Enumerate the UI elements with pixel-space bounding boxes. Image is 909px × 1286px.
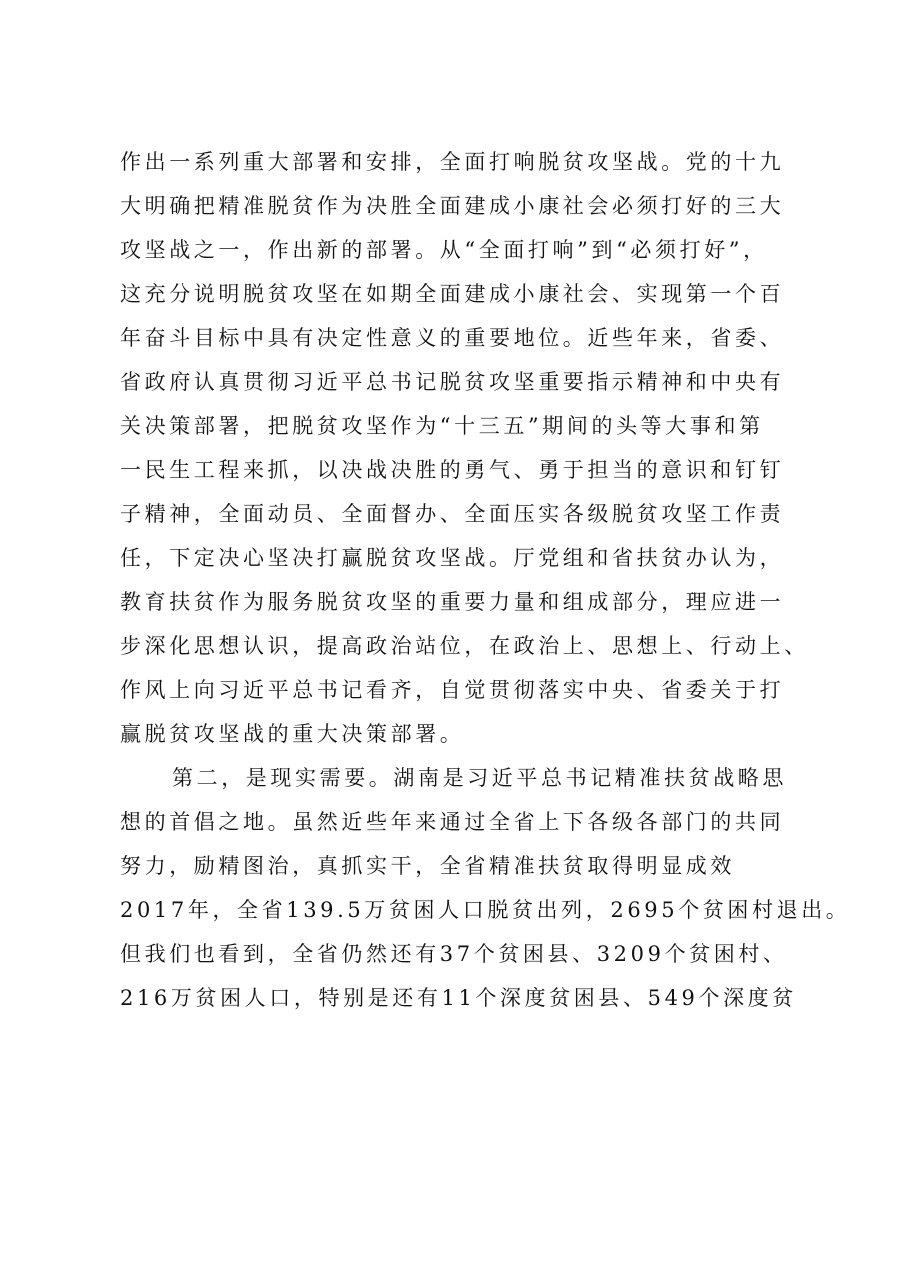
text-line: 这充分说明脱贫攻坚在如期全面建成小康社会、实现第一个百	[120, 282, 785, 306]
text-line: 关决策部署，把脱贫攻坚作为“十三五”期间的头等大事和第	[120, 414, 764, 438]
text-line: 作风上向习近平总书记看齐，自觉贯彻落实中央、省委关于打	[120, 678, 785, 702]
text-line: 2017年，全省139.5万贫困人口脱贫出列，2695个贫困村退出。	[120, 898, 851, 922]
body-text	[120, 140, 851, 1020]
text-line: 年奋斗目标中具有决定性意义的重要地位。近些年来，省委、	[120, 326, 785, 350]
text-line: 大明确把精准脱贫作为决胜全面建成小康社会必须打好的三大	[120, 194, 785, 218]
text-line: 步深化思想认识，提高政治站位，在政治上、思想上、行动上、	[120, 634, 809, 658]
text-line: 赢脱贫攻坚战的重大决策部署。	[120, 722, 465, 746]
text-line: 但我们也看到，全省仍然还有37个贫困县、3209个贫困村、	[120, 942, 788, 966]
text-line: 216万贫困人口，特别是还有11个深度贫困县、549个深度贫	[120, 986, 797, 1010]
text-line: 省政府认真贯彻习近平总书记脱贫攻坚重要指示精神和中央有	[120, 370, 785, 394]
text-line: 子精神，全面动员、全面督办、全面压实各级脱贫攻坚工作责	[120, 502, 785, 526]
paragraph-start-line: 第二，是现实需要。湖南是习近平总书记精准扶贫战略思	[172, 766, 787, 790]
text-line: 想的首倡之地。虽然近些年来通过全省上下各级各部门的共同	[120, 810, 785, 834]
text-line: 作出一系列重大部署和安排，全面打响脱贫攻坚战。党的十九	[120, 150, 785, 174]
text-line: 努力，励精图治，真抓实干，全省精准扶贫取得明显成效	[120, 854, 735, 878]
text-line: 教育扶贫作为服务脱贫攻坚的重要力量和组成部分，理应进一	[120, 590, 785, 614]
text-line: 任，下定决心坚决打赢脱贫攻坚战。厅党组和省扶贫办认为，	[120, 546, 785, 570]
text-line: 一民生工程来抓，以决战决胜的勇气、勇于担当的意识和钉钉	[120, 458, 785, 482]
text-line: 攻坚战之一，作出新的部署。从“全面打响”到“必须打好”，	[120, 238, 768, 262]
